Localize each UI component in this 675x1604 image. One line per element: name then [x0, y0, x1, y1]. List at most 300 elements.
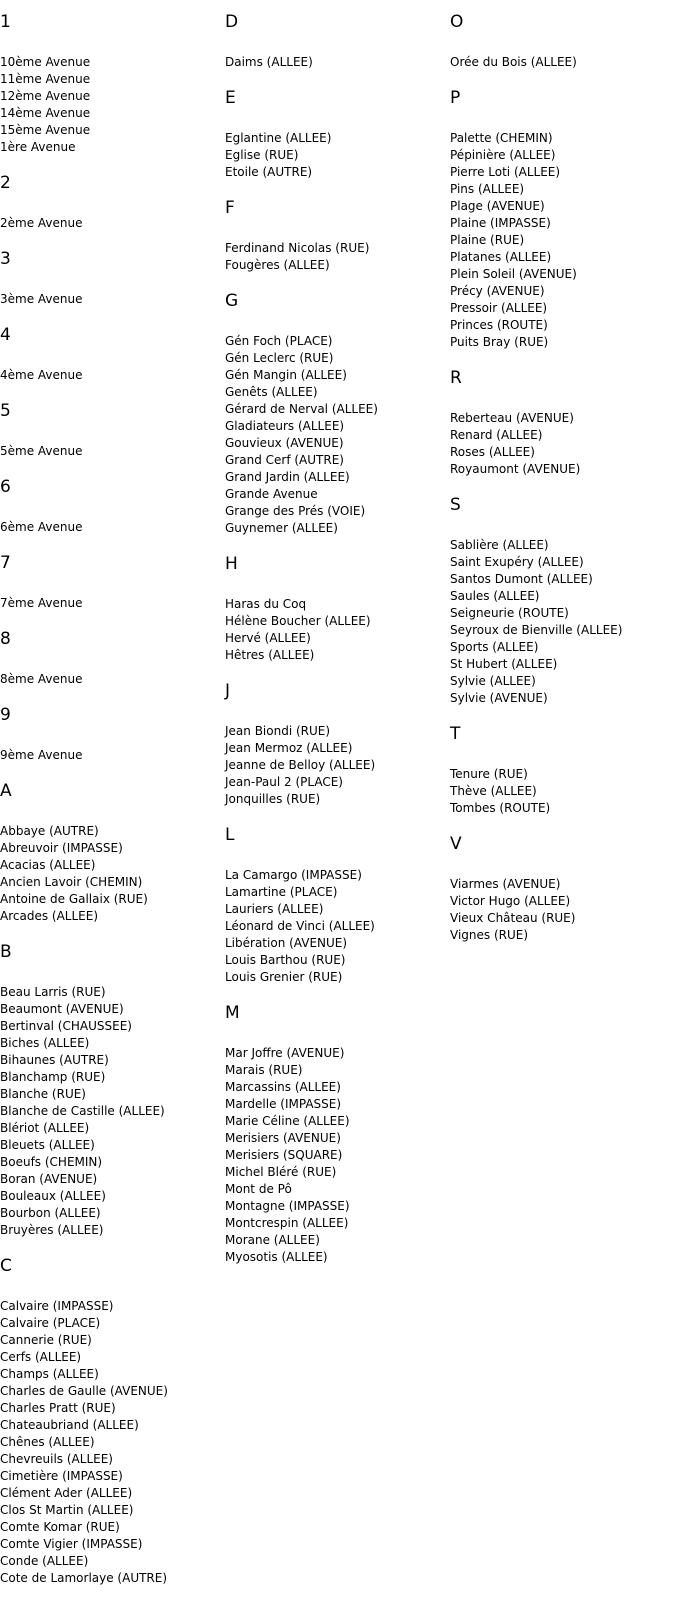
street-list-item	[0, 1366, 225, 1383]
street-link[interactable]: St Hubert (ALLEE)	[450, 657, 558, 671]
street-link[interactable]: Hélène Boucher (ALLEE)	[225, 614, 371, 628]
street-list-item	[0, 874, 225, 891]
street-link[interactable]: Jean Mermoz (ALLEE)	[225, 741, 353, 755]
street-list-item	[225, 54, 450, 71]
street-link[interactable]: Lamartine (PLACE)	[225, 885, 338, 899]
letter-heading: O	[450, 12, 464, 32]
street-list	[0, 747, 225, 764]
street-list-item	[450, 571, 675, 588]
street-link[interactable]: Hervé (ALLEE)	[225, 631, 311, 645]
street-link[interactable]: Calvaire (IMPASSE)	[0, 1299, 114, 1313]
street-link[interactable]: Morane (ALLEE)	[225, 1233, 320, 1247]
street-link[interactable]: Renard (ALLEE)	[450, 428, 543, 442]
letter-heading: 7	[0, 553, 11, 573]
street-list-item	[225, 723, 450, 740]
street-list-item	[450, 673, 675, 690]
street-list-item	[0, 1103, 225, 1120]
street-list	[0, 671, 225, 688]
street-list	[225, 333, 450, 537]
street-link[interactable]: Clos St Martin (ALLEE)	[0, 1503, 134, 1517]
letter-group	[225, 554, 450, 664]
street-list-item	[225, 757, 450, 774]
street-link[interactable]: 7ème Avenue	[0, 596, 83, 610]
letter-group	[225, 825, 450, 986]
street-link[interactable]: Seyroux de Bienville (ALLEE)	[450, 623, 623, 637]
street-list-item	[225, 1164, 450, 1181]
street-link[interactable]: Calvaire (PLACE)	[0, 1316, 101, 1330]
street-link[interactable]: Sylvie (ALLEE)	[450, 674, 536, 688]
street-link[interactable]: Louis Barthou (RUE)	[225, 953, 346, 967]
street-link[interactable]: Eglise (RUE)	[225, 148, 299, 162]
street-link[interactable]: Mar Joffre (AVENUE)	[225, 1046, 345, 1060]
street-link[interactable]: Vignes (RUE)	[450, 928, 529, 942]
letter-heading: J	[225, 681, 231, 701]
street-link[interactable]: Roses (ALLEE)	[450, 445, 535, 459]
street-link[interactable]: Viarmes (AVENUE)	[450, 877, 561, 891]
street-link[interactable]: Chevreuils (ALLEE)	[0, 1452, 113, 1466]
letter-group	[450, 88, 675, 351]
street-link[interactable]: Cote de Lamorlaye (AUTRE)	[0, 1571, 168, 1585]
street-list-item	[450, 656, 675, 673]
street-link[interactable]: 2ème Avenue	[0, 216, 83, 230]
street-link[interactable]: Beau Larris (RUE)	[0, 985, 106, 999]
street-list-item	[0, 291, 225, 308]
street-link[interactable]: Précy (AVENUE)	[450, 284, 545, 298]
street-link[interactable]: Palette (CHEMIN)	[450, 131, 553, 145]
street-link[interactable]: Tenure (RUE)	[450, 767, 528, 781]
street-list-item	[450, 54, 675, 71]
street-list-item	[225, 1147, 450, 1164]
street-link[interactable]: Bruyères (ALLEE)	[0, 1223, 104, 1237]
street-link[interactable]: Santos Dumont (ALLEE)	[450, 572, 593, 586]
letter-group	[0, 12, 225, 156]
street-list-item	[450, 410, 675, 427]
street-list-item	[0, 840, 225, 857]
street-link[interactable]: Lauriers (ALLEE)	[225, 902, 324, 916]
street-list-item	[225, 740, 450, 757]
street-link[interactable]: Plaine (IMPASSE)	[450, 216, 551, 230]
street-list-item	[225, 1045, 450, 1062]
letter-heading: 3	[0, 249, 11, 269]
street-list-item	[0, 671, 225, 688]
street-list	[0, 1298, 225, 1587]
street-link[interactable]: Gén Leclerc (RUE)	[225, 351, 334, 365]
street-link[interactable]: Bertinval (CHAUSSEE)	[0, 1019, 132, 1033]
street-link[interactable]: Cannerie (RUE)	[0, 1333, 92, 1347]
street-list-item	[225, 1215, 450, 1232]
street-list	[0, 215, 225, 232]
street-list	[0, 367, 225, 384]
street-link[interactable]: Blanche (RUE)	[0, 1087, 86, 1101]
street-list-item	[225, 257, 450, 274]
street-list-item	[225, 418, 450, 435]
street-link[interactable]: Grange des Prés (VOIE)	[225, 504, 366, 518]
letter-group	[225, 1003, 450, 1266]
street-list-item	[0, 71, 225, 88]
letter-heading: M	[225, 1003, 240, 1023]
street-link[interactable]: Myosotis (ALLEE)	[225, 1250, 328, 1264]
street-list-item	[0, 1137, 225, 1154]
street-link[interactable]: 5ème Avenue	[0, 444, 83, 458]
street-link[interactable]: Jean-Paul 2 (PLACE)	[225, 775, 343, 789]
street-link[interactable]: Grand Cerf (AUTRE)	[225, 453, 344, 467]
street-link[interactable]: Blériot (ALLEE)	[0, 1121, 90, 1135]
street-link[interactable]: 8ème Avenue	[0, 672, 83, 686]
street-list-item	[450, 444, 675, 461]
street-list-item	[0, 823, 225, 840]
letter-heading: H	[225, 554, 238, 574]
letter-group	[225, 681, 450, 808]
street-list-item	[225, 164, 450, 181]
street-link[interactable]: Tombes (ROUTE)	[450, 801, 551, 815]
street-list-item	[450, 266, 675, 283]
street-list-item	[450, 910, 675, 927]
street-list-item	[450, 537, 675, 554]
street-index-column-3	[450, 0, 675, 961]
street-list-item	[450, 317, 675, 334]
street-link[interactable]: Guynemer (ALLEE)	[225, 521, 338, 535]
street-link[interactable]: Jean Biondi (RUE)	[225, 724, 331, 738]
street-link[interactable]: Haras du Coq	[225, 597, 307, 611]
street-link[interactable]: Daims (ALLEE)	[225, 55, 313, 69]
street-link[interactable]: Abreuvoir (IMPASSE)	[0, 841, 123, 855]
street-link[interactable]: Bleuets (ALLEE)	[0, 1138, 95, 1152]
street-list-item	[0, 1349, 225, 1366]
street-list-item	[0, 88, 225, 105]
letter-heading: 8	[0, 629, 11, 649]
street-list-item	[225, 774, 450, 791]
letter-heading: L	[225, 825, 235, 845]
street-link[interactable]: Ancien Lavoir (CHEMIN)	[0, 875, 143, 889]
letter-group	[0, 1256, 225, 1587]
street-list	[0, 54, 225, 156]
street-link[interactable]: Hêtres (ALLEE)	[225, 648, 315, 662]
street-link[interactable]: Conde (ALLEE)	[0, 1554, 89, 1568]
street-list	[225, 867, 450, 986]
street-link[interactable]: Marais (RUE)	[225, 1063, 303, 1077]
street-link[interactable]: Marie Céline (ALLEE)	[225, 1114, 350, 1128]
street-list-item	[225, 452, 450, 469]
street-link[interactable]: 12ème Avenue	[0, 89, 91, 103]
street-link[interactable]: Merisiers (AVENUE)	[225, 1131, 341, 1145]
letter-group	[225, 291, 450, 537]
letter-heading: 1	[0, 12, 11, 32]
street-list-item	[450, 605, 675, 622]
street-list-item	[450, 147, 675, 164]
street-link[interactable]: Pressoir (ALLEE)	[450, 301, 548, 315]
street-link[interactable]: Boeufs (CHEMIN)	[0, 1155, 103, 1169]
street-list-item	[225, 1232, 450, 1249]
street-list	[0, 595, 225, 612]
street-link[interactable]: Cimetière (IMPASSE)	[0, 1469, 123, 1483]
street-link[interactable]: Mont de Pô	[225, 1182, 292, 1196]
street-link[interactable]: Gén Mangin (ALLEE)	[225, 368, 347, 382]
letter-heading: A	[0, 781, 12, 801]
street-list-item	[450, 588, 675, 605]
street-list-item	[0, 54, 225, 71]
letter-group	[450, 368, 675, 478]
street-link[interactable]: Royaumont (AVENUE)	[450, 462, 581, 476]
street-list-item	[225, 1096, 450, 1113]
street-list-item	[0, 857, 225, 874]
street-list-item	[0, 1035, 225, 1052]
street-list-item	[450, 690, 675, 707]
street-link[interactable]: Platanes (ALLEE)	[450, 250, 552, 264]
street-link[interactable]: Chênes (ALLEE)	[0, 1435, 95, 1449]
street-link[interactable]: Antoine de Gallaix (RUE)	[0, 892, 148, 906]
street-list-item	[225, 1079, 450, 1096]
letter-heading: R	[450, 368, 462, 388]
street-link[interactable]: 10ème Avenue	[0, 55, 91, 69]
street-list-item	[0, 1154, 225, 1171]
street-list-item	[450, 876, 675, 893]
street-list-item	[225, 1181, 450, 1198]
street-list-item	[0, 139, 225, 156]
street-list-item	[0, 215, 225, 232]
street-list-item	[450, 334, 675, 351]
street-link[interactable]: Pins (ALLEE)	[450, 182, 525, 196]
street-link[interactable]: Gén Foch (PLACE)	[225, 334, 333, 348]
street-list-item	[225, 486, 450, 503]
street-list-item	[450, 198, 675, 215]
street-link[interactable]: Champs (ALLEE)	[0, 1367, 99, 1381]
street-link[interactable]: Blanchamp (RUE)	[0, 1070, 106, 1084]
letter-group	[0, 249, 225, 308]
street-list-item	[0, 1400, 225, 1417]
street-link[interactable]: Bourbon (ALLEE)	[0, 1206, 101, 1220]
street-link[interactable]: Louis Grenier (RUE)	[225, 970, 343, 984]
letter-group	[0, 325, 225, 384]
street-link[interactable]: Vieux Château (RUE)	[450, 911, 576, 925]
street-link[interactable]: Beaumont (AVENUE)	[0, 1002, 124, 1016]
street-link[interactable]: Montagne (IMPASSE)	[225, 1199, 350, 1213]
street-list-item	[0, 1485, 225, 1502]
street-link[interactable]: Merisiers (SQUARE)	[225, 1148, 343, 1162]
street-list-item	[225, 240, 450, 257]
street-link[interactable]: Princes (ROUTE)	[450, 318, 548, 332]
street-link[interactable]: La Camargo (IMPASSE)	[225, 868, 362, 882]
street-link[interactable]: Michel Bléré (RUE)	[225, 1165, 337, 1179]
street-list-item	[450, 300, 675, 317]
street-link[interactable]: Boran (AVENUE)	[0, 1172, 98, 1186]
street-list	[450, 876, 675, 944]
street-link[interactable]: 4ème Avenue	[0, 368, 83, 382]
street-list-item	[0, 1502, 225, 1519]
street-list-item	[0, 747, 225, 764]
street-list-item	[0, 1536, 225, 1553]
street-list-item	[450, 283, 675, 300]
letter-heading: 5	[0, 401, 11, 421]
street-link[interactable]: 15ème Avenue	[0, 123, 91, 137]
street-list-item	[225, 952, 450, 969]
letter-heading: P	[450, 88, 461, 108]
street-link[interactable]: Comte Komar (RUE)	[0, 1520, 120, 1534]
street-link[interactable]: Acacias (ALLEE)	[0, 858, 96, 872]
street-list	[450, 766, 675, 817]
street-link[interactable]: Arcades (ALLEE)	[0, 909, 99, 923]
letter-heading: E	[225, 88, 236, 108]
street-link[interactable]: Gladiateurs (ALLEE)	[225, 419, 345, 433]
street-list	[225, 596, 450, 664]
letter-heading: 9	[0, 705, 11, 725]
street-list-item	[225, 969, 450, 986]
street-link[interactable]: Mardelle (IMPASSE)	[225, 1097, 342, 1111]
street-link[interactable]: Charles de Gaulle (AVENUE)	[0, 1384, 168, 1398]
letter-group	[225, 198, 450, 274]
letter-group	[0, 173, 225, 232]
street-link[interactable]: Grand Jardin (ALLEE)	[225, 470, 350, 484]
street-link[interactable]: 3ème Avenue	[0, 292, 83, 306]
street-list	[0, 519, 225, 536]
street-link[interactable]: Plage (AVENUE)	[450, 199, 545, 213]
street-link[interactable]: Comte Vigier (IMPASSE)	[0, 1537, 143, 1551]
street-list-item	[0, 1315, 225, 1332]
street-list-item	[225, 867, 450, 884]
street-list-item	[0, 1298, 225, 1315]
street-list-item	[225, 647, 450, 664]
street-list	[450, 130, 675, 351]
street-list-item	[0, 1086, 225, 1103]
street-list-item	[225, 350, 450, 367]
street-link[interactable]: Libération (AVENUE)	[225, 936, 348, 950]
street-list-item	[450, 181, 675, 198]
street-link[interactable]: Eglantine (ALLEE)	[225, 131, 332, 145]
street-link[interactable]: Sylvie (AVENUE)	[450, 691, 548, 705]
letter-group	[450, 724, 675, 817]
street-link[interactable]: Gérard de Nerval (ALLEE)	[225, 402, 378, 416]
street-list-item	[225, 367, 450, 384]
street-list	[0, 291, 225, 308]
letter-group	[0, 553, 225, 612]
street-list-item	[450, 893, 675, 910]
street-list-item	[225, 384, 450, 401]
street-link[interactable]: Etoile (AUTRE)	[225, 165, 313, 179]
street-link[interactable]: Ferdinand Nicolas (RUE)	[225, 241, 370, 255]
street-link[interactable]: Charles Pratt (RUE)	[0, 1401, 116, 1415]
letter-group	[225, 12, 450, 71]
street-link[interactable]: Pépinière (ALLEE)	[450, 148, 556, 162]
street-link[interactable]: Plaine (RUE)	[450, 233, 525, 247]
street-list	[450, 54, 675, 71]
street-link[interactable]: Gouvieux (AVENUE)	[225, 436, 344, 450]
street-list-item	[225, 613, 450, 630]
letter-heading: F	[225, 198, 235, 218]
street-list-item	[225, 130, 450, 147]
street-index-column-1	[0, 0, 225, 1604]
street-link[interactable]: Pierre Loti (ALLEE)	[450, 165, 561, 179]
street-link[interactable]: Jonquilles (RUE)	[225, 792, 321, 806]
letter-heading: C	[0, 1256, 12, 1276]
street-list	[225, 1045, 450, 1266]
street-link[interactable]: Genêts (ALLEE)	[225, 385, 318, 399]
street-list-item	[450, 164, 675, 181]
street-link[interactable]: Bihaunes (AUTRE)	[0, 1053, 109, 1067]
letter-heading: T	[450, 724, 461, 744]
street-list-item	[0, 443, 225, 460]
street-link[interactable]: 14ème Avenue	[0, 106, 91, 120]
street-list-item	[450, 427, 675, 444]
street-link[interactable]: Cerfs (ALLEE)	[0, 1350, 82, 1364]
letter-group	[0, 942, 225, 1239]
street-link[interactable]: Victor Hugo (ALLEE)	[450, 894, 571, 908]
street-link[interactable]: 9ème Avenue	[0, 748, 83, 762]
street-list-item	[225, 901, 450, 918]
street-list-item	[225, 1198, 450, 1215]
street-link[interactable]: Chateaubriand (ALLEE)	[0, 1418, 139, 1432]
street-list-item	[0, 1205, 225, 1222]
street-link[interactable]: Léonard de Vinci (ALLEE)	[225, 919, 375, 933]
street-link[interactable]: Jeanne de Belloy (ALLEE)	[225, 758, 376, 772]
street-list-item	[0, 519, 225, 536]
letter-heading: S	[450, 495, 461, 515]
street-list-item	[0, 1052, 225, 1069]
street-list-item	[225, 935, 450, 952]
letter-heading: D	[225, 12, 239, 32]
street-link[interactable]: 6ème Avenue	[0, 520, 83, 534]
letter-group	[0, 629, 225, 688]
street-list	[225, 723, 450, 808]
street-list-item	[0, 1222, 225, 1239]
street-link[interactable]: Abbaye (AUTRE)	[0, 824, 99, 838]
letter-heading: B	[0, 942, 12, 962]
street-list	[225, 130, 450, 181]
street-list-item	[0, 595, 225, 612]
street-list-item	[0, 1383, 225, 1400]
street-link[interactable]: Puits Bray (RUE)	[450, 335, 549, 349]
street-link[interactable]: Saules (ALLEE)	[450, 589, 540, 603]
street-link[interactable]: Montcrespin (ALLEE)	[225, 1216, 349, 1230]
street-link[interactable]: 11ème Avenue	[0, 72, 91, 86]
letter-heading: 4	[0, 325, 11, 345]
street-link[interactable]: Clément Ader (ALLEE)	[0, 1486, 133, 1500]
street-link[interactable]: Seigneurie (ROUTE)	[450, 606, 569, 620]
street-index-column-2	[225, 0, 450, 1283]
street-link[interactable]: Fougères (ALLEE)	[225, 258, 330, 272]
street-link[interactable]: Marcassins (ALLEE)	[225, 1080, 341, 1094]
street-link[interactable]: Reberteau (AVENUE)	[450, 411, 574, 425]
street-list-item	[450, 783, 675, 800]
street-list-item	[450, 639, 675, 656]
street-list-item	[225, 435, 450, 452]
street-link[interactable]: Biches (ALLEE)	[0, 1036, 90, 1050]
street-link[interactable]: Sablière (ALLEE)	[450, 538, 549, 552]
street-link[interactable]: Saint Exupéry (ALLEE)	[450, 555, 584, 569]
street-list-item	[0, 1001, 225, 1018]
street-list-item	[450, 622, 675, 639]
letter-heading: 2	[0, 173, 11, 193]
street-link[interactable]: Orée du Bois (ALLEE)	[450, 55, 577, 69]
street-link[interactable]: Thève (ALLEE)	[450, 784, 537, 798]
street-link[interactable]: 1ère Avenue	[0, 140, 76, 154]
street-list-item	[450, 461, 675, 478]
street-list-item	[225, 469, 450, 486]
street-link[interactable]: Bouleaux (ALLEE)	[0, 1189, 106, 1203]
letter-heading: 6	[0, 477, 11, 497]
street-list-item	[450, 232, 675, 249]
street-link[interactable]: Grande Avenue	[225, 487, 318, 501]
street-list-item	[0, 1171, 225, 1188]
street-link[interactable]: Blanche de Castille (ALLEE)	[0, 1104, 165, 1118]
street-list-item	[0, 891, 225, 908]
street-list	[0, 823, 225, 925]
street-list-item	[225, 918, 450, 935]
street-link[interactable]: Sports (ALLEE)	[450, 640, 539, 654]
street-list	[225, 54, 450, 71]
street-list-item	[0, 122, 225, 139]
street-list-item	[0, 105, 225, 122]
street-link[interactable]: Plein Soleil (AVENUE)	[450, 267, 577, 281]
street-list-item	[225, 630, 450, 647]
